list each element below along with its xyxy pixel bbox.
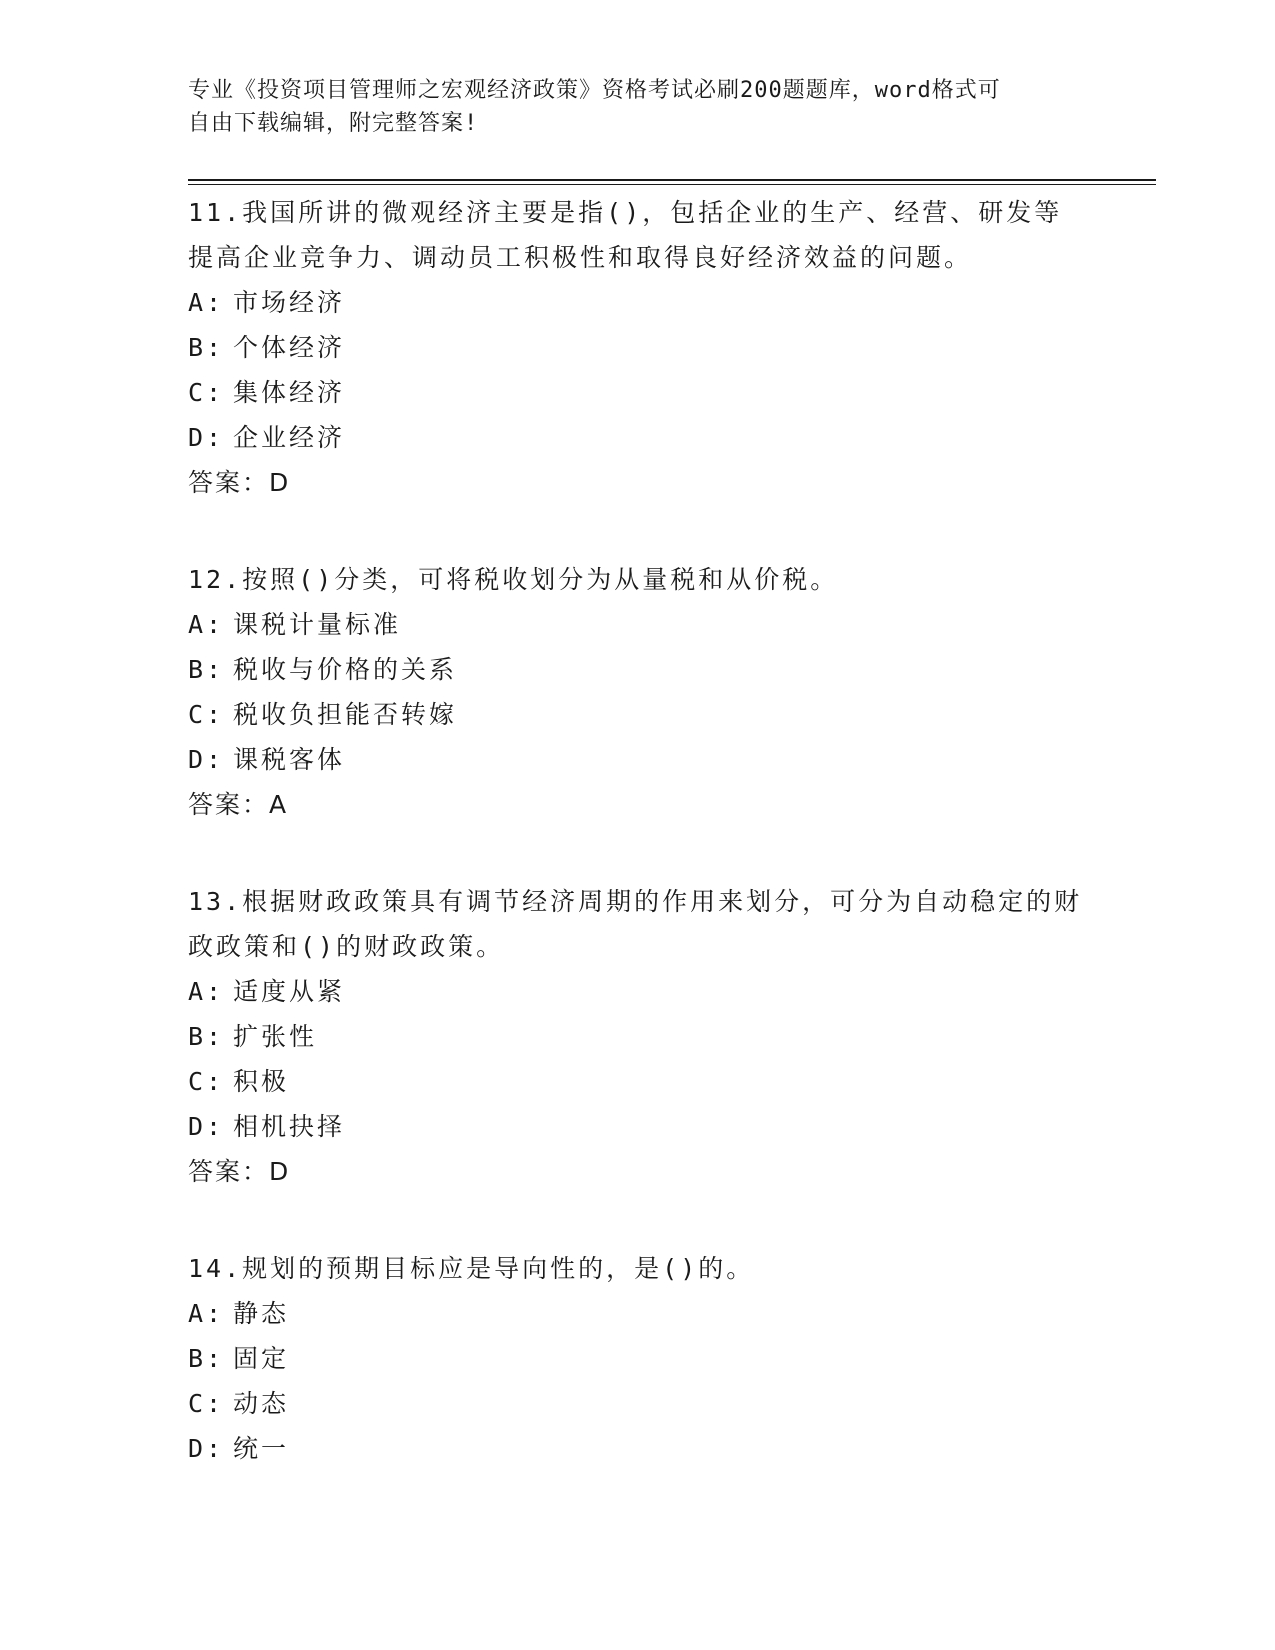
option-text: 统一 <box>233 1434 290 1463</box>
option-letter: D: <box>188 745 225 774</box>
option-text: 相机抉择 <box>233 1112 346 1141</box>
header-divider-thin <box>188 184 1156 185</box>
option-a <box>188 969 1088 1014</box>
option-letter: C: <box>188 1067 225 1096</box>
option-letter: A: <box>188 610 225 639</box>
option-text: 个体经济 <box>233 333 346 362</box>
question-stem: 14.规划的预期目标应是导向性的，是()的。 <box>188 1254 755 1283</box>
option-letter: B: <box>188 333 225 362</box>
option-text: 扩张性 <box>233 1022 318 1051</box>
question-stem: 12.按照()分类，可将税收划分为从量税和从价税。 <box>188 565 839 594</box>
option-d <box>188 737 1088 782</box>
option-c <box>188 692 1088 737</box>
answer-line: 答案：A <box>188 790 289 819</box>
option-letter: A: <box>188 977 225 1006</box>
question-stem: 13.根据财政政策具有调节经济周期的作用来划分，可分为自动稳定的财政政策和()的财政政策。 <box>188 887 1083 961</box>
option-letter: B: <box>188 655 225 684</box>
question-stem: 11.我国所讲的微观经济主要是指()，包括企业的生产、经营、研发等提高企业竞争力、调动员工积极性和取得良好经济效益的问题。 <box>188 198 1063 272</box>
question-12 <box>188 557 1088 827</box>
option-d <box>188 1426 1088 1471</box>
option-text: 适度从紧 <box>233 977 346 1006</box>
option-b <box>188 1336 1088 1381</box>
option-letter: A: <box>188 1299 225 1328</box>
question-14 <box>188 1246 1088 1471</box>
option-b <box>188 1014 1088 1059</box>
option-text: 课税计量标准 <box>233 610 402 639</box>
option-text: 课税客体 <box>233 745 346 774</box>
option-a <box>188 280 1088 325</box>
option-text: 税收与价格的关系 <box>233 655 458 684</box>
option-b <box>188 325 1088 370</box>
option-letter: C: <box>188 700 225 729</box>
option-letter: A: <box>188 288 225 317</box>
question-13 <box>188 879 1088 1194</box>
option-c <box>188 1059 1088 1104</box>
header-line-2: 自由下载编辑，附完整答案! <box>188 111 479 136</box>
option-letter: C: <box>188 1389 225 1418</box>
answer-line: 答案：D <box>188 468 291 497</box>
option-letter: D: <box>188 1112 225 1141</box>
option-d <box>188 1104 1088 1149</box>
document-header <box>188 74 1068 140</box>
answer-line: 答案：D <box>188 1157 291 1186</box>
option-letter: D: <box>188 1434 225 1463</box>
option-text: 市场经济 <box>233 288 346 317</box>
option-letter: D: <box>188 423 225 452</box>
header-line-1: 专业《投资项目管理师之宏观经济政策》资格考试必刷200题题库，word格式可 <box>188 78 1001 103</box>
option-text: 企业经济 <box>233 423 346 452</box>
option-text: 税收负担能否转嫁 <box>233 700 458 729</box>
option-text: 积极 <box>233 1067 290 1096</box>
option-text: 静态 <box>233 1299 290 1328</box>
option-d <box>188 415 1088 460</box>
option-a <box>188 1291 1088 1336</box>
question-list <box>188 190 1088 1523</box>
option-letter: C: <box>188 378 225 407</box>
option-a <box>188 602 1088 647</box>
option-text: 集体经济 <box>233 378 346 407</box>
option-c <box>188 370 1088 415</box>
option-b <box>188 647 1088 692</box>
option-text: 固定 <box>233 1344 290 1373</box>
option-letter: B: <box>188 1022 225 1051</box>
option-text: 动态 <box>233 1389 290 1418</box>
option-c <box>188 1381 1088 1426</box>
question-11 <box>188 190 1088 505</box>
option-letter: B: <box>188 1344 225 1373</box>
header-divider-thick <box>188 179 1156 181</box>
